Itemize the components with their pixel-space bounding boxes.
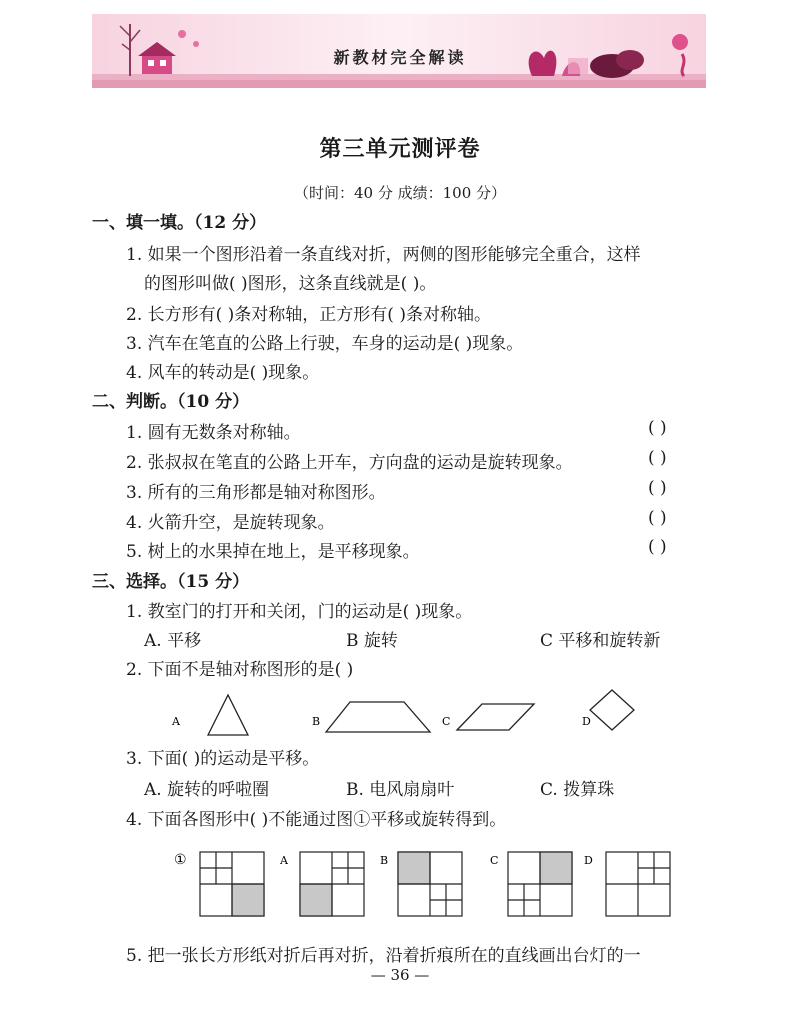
- choice-q3-option-a: A. 旋转的呼啦圈: [144, 780, 270, 800]
- fill-q1-line1: 1. 如果一个图形沿着一条直线对折，两侧的图形能够完全重合，这样: [126, 245, 641, 265]
- judge-answer-paren: ( ): [648, 418, 667, 438]
- choice-q4: 4. 下面各图形中( )不能通过图①平移或旋转得到。: [126, 810, 507, 830]
- choice-q3: 3. 下面( )的运动是平移。: [126, 749, 320, 769]
- choice-q1-option-b: B 旋转: [346, 631, 398, 651]
- section-judge-heading: 二、判断。（10 分）: [92, 392, 250, 412]
- section-fill-heading: 一、填一填。（12 分）: [92, 213, 267, 233]
- grid-a: [300, 852, 364, 916]
- grid-label-a: A: [280, 854, 288, 867]
- choice-q3-option-b: B. 电风扇扇叶: [346, 780, 455, 800]
- judge-answer-paren: ( ): [648, 537, 667, 557]
- section-choice-heading: 三、选择。（15 分）: [92, 572, 250, 592]
- choice-q3-option-c: C. 拨算珠: [540, 780, 615, 800]
- grid-origin: [200, 852, 264, 916]
- fill-q1-line2: 的图形叫做( )图形，这条直线就是( )。: [144, 274, 437, 294]
- choice-q1: 1. 教室门的打开和关闭，门的运动是( )现象。: [126, 602, 473, 622]
- grids-figure: [160, 838, 680, 928]
- choice-q2: 2. 下面不是轴对称图形的是( ): [126, 660, 354, 680]
- parallelogram-shape: [457, 704, 534, 730]
- trapezoid-shape: [326, 702, 430, 732]
- page-number: — 36 —: [370, 966, 430, 984]
- choice-q1-option-a: A. 平移: [144, 631, 202, 651]
- exam-meta: （时间：40 分 成绩：100 分）: [293, 184, 507, 202]
- judge-item: 4. 火箭升空，是旋转现象。: [126, 513, 335, 533]
- shape-label-d: D: [582, 715, 591, 728]
- judge-item: 2. 张叔叔在笔直的公路上开车，方向盘的运动是旋转现象。: [126, 453, 573, 473]
- choice-q1-option-c: C 平移和旋转新: [540, 631, 661, 651]
- grid-label-d: D: [584, 854, 593, 867]
- page-title: 第三单元测评卷: [319, 136, 481, 162]
- shape-label-b: B: [312, 715, 321, 728]
- shape-label-c: C: [442, 715, 451, 728]
- series-title: 新教材完全解读: [333, 48, 467, 67]
- grid-label-b: B: [380, 854, 389, 867]
- fill-q2: 2. 长方形有( )条对称轴，正方形有( )条对称轴。: [126, 305, 491, 325]
- judge-item: 1. 圆有无数条对称轴。: [126, 423, 301, 443]
- judge-answer-paren: ( ): [648, 448, 667, 468]
- judge-item: 3. 所有的三角形都是轴对称图形。: [126, 483, 386, 503]
- judge-answer-paren: ( ): [648, 478, 667, 498]
- grid-c: [508, 852, 572, 916]
- judge-answer-paren: ( ): [648, 508, 667, 528]
- judge-item: 5. 树上的水果掉在地上，是平移现象。: [126, 542, 420, 562]
- rhombus-shape: [590, 690, 634, 730]
- grid-d: [606, 852, 670, 916]
- choice-q5: 5. 把一张长方形纸对折后再对折，沿着折痕所在的直线画出台灯的一: [126, 946, 641, 966]
- fill-q4: 4. 风车的转动是( )现象。: [126, 363, 320, 383]
- shapes-figure: [160, 680, 660, 750]
- triangle-shape: [208, 695, 248, 735]
- grid-b: [398, 852, 462, 916]
- fill-q3: 3. 汽车在笔直的公路上行驶，车身的运动是( )现象。: [126, 334, 524, 354]
- grid-label-origin: ①: [174, 852, 187, 868]
- shape-label-a: A: [172, 715, 180, 728]
- grid-label-c: C: [490, 854, 499, 867]
